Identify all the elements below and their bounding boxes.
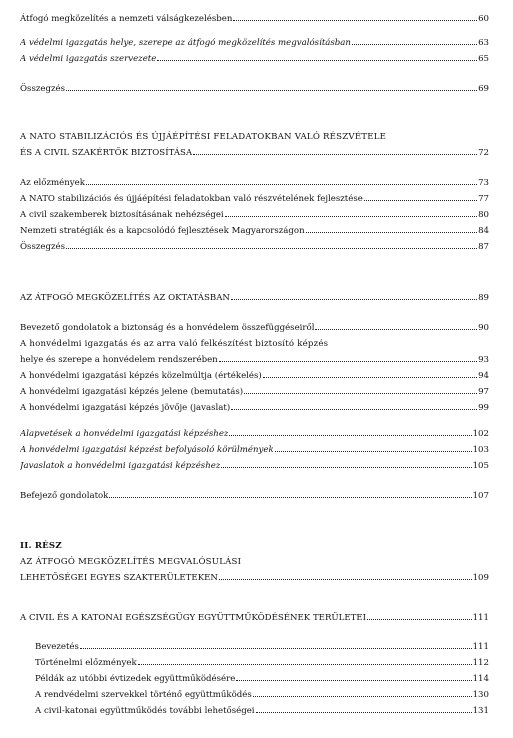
toc-page-number: 80	[478, 210, 489, 220]
toc-page-number: 65	[478, 54, 489, 64]
toc-page-number: 112	[472, 658, 489, 668]
toc-page-number: 63	[478, 38, 489, 48]
dot-leader	[231, 409, 477, 410]
toc-entry-title: Befejező gondolatok	[20, 491, 109, 501]
toc-page-number: 114	[472, 674, 489, 684]
dot-leader	[256, 712, 472, 713]
toc-entry	[20, 193, 489, 205]
toc-page-number: 131	[472, 706, 489, 716]
toc-entry	[35, 641, 489, 653]
toc-entry-title: ÉS A CIVIL SZAKÉRTŐK BIZTOSÍTÁSA	[20, 148, 193, 158]
dot-leader	[306, 232, 477, 233]
dot-leader	[219, 361, 477, 362]
dot-leader	[221, 467, 471, 468]
toc-entry-title: AZ ÁTFOGÓ MEGKÖZELÍTÉS AZ OKTATÁSBAN	[20, 293, 230, 303]
toc-entry-title: Példák az utóbbi évtizedek együttműködésére	[35, 674, 236, 684]
toc-entry-title: helye és szerepe a honvédelem rendszerében	[20, 355, 218, 365]
toc-page-number: 111	[472, 642, 489, 652]
toc-page-number: 94	[478, 371, 489, 381]
toc-entry	[20, 354, 489, 366]
part-title-first-line: AZ ÁTFOGÓ MEGKÖZELÍTÉS MEGVALÓSULÁSI	[20, 557, 242, 567]
dot-leader	[315, 329, 477, 330]
toc-entry	[20, 13, 489, 25]
dot-leader	[244, 393, 477, 394]
toc-page-number: 69	[478, 84, 489, 94]
toc-entry-title: LEHETŐSÉGEI EGYES SZAKTERÜLETEKEN	[20, 573, 218, 583]
toc-page-number: 130	[472, 690, 489, 700]
toc-page-number: 60	[478, 14, 489, 24]
toc-entry	[20, 225, 489, 237]
toc-entry	[35, 689, 489, 701]
dot-leader	[157, 60, 477, 61]
toc-page-number: 72	[478, 148, 489, 158]
toc-page-number: 102	[472, 429, 489, 439]
toc-entry-title: A védelmi igazgatás szervezete	[20, 54, 157, 64]
toc-entry	[20, 612, 489, 624]
toc-entry	[35, 657, 489, 669]
toc-entry-title: A honvédelmi igazgatási képzés jövője (javaslat)	[20, 403, 231, 413]
toc-page-number: 84	[478, 226, 489, 236]
toc-entry-first-line: A honvédelmi igazgatás és az arra való felkészítést biztosító képzés	[20, 339, 329, 349]
toc-page-number: 87	[478, 242, 489, 252]
toc-entry-title: A honvédelmi igazgatási képzést befolyásoló körülmények	[20, 445, 274, 455]
toc-page-number: 93	[478, 355, 489, 365]
dot-leader	[109, 497, 471, 498]
toc-entry	[20, 37, 489, 49]
chapter-heading: A NATO STABILIZÁCIÓS ÉS ÚJJÁÉPÍTÉSI FELADATOKBAN VALÓ RÉSZVÉTELE	[20, 132, 387, 142]
toc-entry-title: A honvédelmi igazgatási képzés jelene (bemutatás)	[20, 387, 244, 397]
toc-entry	[20, 490, 489, 502]
toc-page-number: 89	[478, 293, 489, 303]
toc-entry-title: A civil szakemberek biztosításának nehézségei	[20, 210, 224, 220]
toc-entry-title: Bevezető gondolatok a biztonság és a honvédelem összefüggéseiről	[20, 323, 315, 333]
toc-entry	[20, 444, 489, 456]
toc-page-number: 103	[472, 445, 489, 455]
toc-page-number: 99	[478, 403, 489, 413]
dot-leader	[364, 200, 477, 201]
toc-entry-title: A védelmi igazgatás helye, szerepe az átfogó megközelítés megvalósításban	[20, 38, 351, 48]
dot-leader	[219, 579, 472, 580]
toc-entry	[20, 209, 489, 221]
dot-leader	[229, 435, 471, 436]
toc-page-number: 90	[478, 323, 489, 333]
toc-entry-title: Alapvetések a honvédelmi igazgatási képzéshez	[20, 429, 229, 439]
toc-entry	[35, 705, 489, 717]
dot-leader	[225, 216, 477, 217]
toc-page-number: 73	[478, 178, 489, 188]
toc-page-number: 97	[478, 387, 489, 397]
toc-page-number: 109	[472, 573, 489, 583]
toc-entry-title: Összegzés	[20, 84, 66, 94]
toc-page-number: 77	[478, 194, 489, 204]
dot-leader	[231, 299, 477, 300]
dot-leader	[66, 90, 477, 91]
dot-leader	[138, 664, 472, 665]
dot-leader	[367, 619, 472, 620]
toc-entry-title: A CIVIL ÉS A KATONAI EGÉSZSÉGÜGY EGYÜTTMŰKÖDÉSÉNEK TERÜLETEI	[20, 613, 367, 623]
toc-entry-title: A rendvédelmi szervekkel történő együttműködés	[35, 690, 252, 700]
toc-entry-title: Bevezetés	[35, 642, 79, 652]
toc-entry-title: A civil-katonai együttműködés további lehetőségei	[35, 706, 255, 716]
dot-leader	[263, 377, 477, 378]
toc-page-number: 107	[472, 491, 489, 501]
toc-entry-title: Átfogó megközelítés a nemzeti válságkezelésben	[20, 14, 233, 24]
toc-entry-title: A NATO stabilizációs és újjáépítési feladatokban való részvételének fejlesztése	[20, 194, 363, 204]
dot-leader	[86, 184, 477, 185]
dot-leader	[66, 248, 477, 249]
toc-entry-title: Az előzmények	[20, 178, 85, 188]
toc-entry	[20, 428, 489, 440]
toc-entry	[20, 572, 489, 584]
dot-leader	[352, 44, 477, 45]
toc-page-number: 105	[472, 461, 489, 471]
toc-entry	[20, 402, 489, 414]
toc-entry	[20, 292, 489, 304]
dot-leader	[233, 20, 477, 21]
part-heading: II. RÉSZ	[20, 541, 62, 551]
toc-page-number: 111	[472, 613, 489, 623]
toc-entry-title: Történelmi előzmények	[35, 658, 137, 668]
toc-entry	[20, 147, 489, 159]
dot-leader	[236, 680, 471, 681]
toc-entry	[20, 322, 489, 334]
dot-leader	[193, 154, 477, 155]
toc-entry-title: A honvédelmi igazgatási képzés közelmúltja (értékelés)	[20, 371, 262, 381]
toc-entry	[20, 241, 489, 253]
toc-entry-title: Nemzeti stratégiák és a kapcsolódó fejlesztések Magyarországon	[20, 226, 305, 236]
toc-entry	[35, 673, 489, 685]
toc-entry	[20, 83, 489, 95]
toc-entry	[20, 370, 489, 382]
dot-leader	[253, 696, 472, 697]
dot-leader	[80, 648, 472, 649]
toc-entry-title: Összegzés	[20, 242, 66, 252]
toc-entry-title: Javaslatok a honvédelmi igazgatási képzéshez	[20, 461, 221, 471]
toc-entry	[20, 386, 489, 398]
dot-leader	[275, 451, 472, 452]
toc-entry	[20, 460, 489, 472]
toc-entry	[20, 177, 489, 189]
toc-entry	[20, 53, 489, 65]
